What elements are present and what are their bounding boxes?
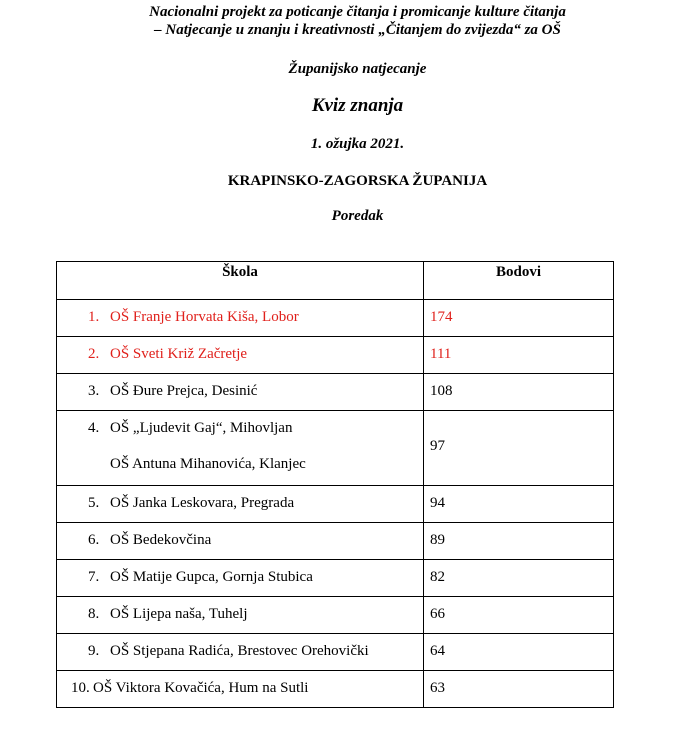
- school-name: OŠ Matije Gupca, Gornja Stubica: [110, 569, 313, 585]
- rank-number: 1.: [88, 309, 100, 325]
- school-name: OŠ „Ljudevit Gaj“, Mihovljan: [110, 420, 293, 436]
- column-header-points: Bodovi: [424, 262, 614, 300]
- table-row: [57, 634, 614, 671]
- points-cell: 66: [424, 597, 614, 634]
- school-cell: [57, 374, 424, 411]
- school-name: OŠ Bedekovčina: [110, 532, 212, 548]
- school-name: OŠ Viktora Kovačića, Hum na Sutli: [93, 680, 309, 696]
- points-cell: 82: [424, 560, 614, 597]
- table-row: [57, 337, 614, 374]
- rank-number: 3.: [88, 383, 100, 399]
- table-row: [57, 523, 614, 560]
- table-row: [57, 597, 614, 634]
- county-name: KRAPINSKO-ZAGORSKA ŽUPANIJA: [227, 173, 488, 189]
- results-table: [56, 261, 614, 708]
- points-cell: 64: [424, 634, 614, 671]
- competition-date: 1. ožujka 2021.: [310, 136, 405, 152]
- school-cell: [57, 560, 424, 597]
- quiz-title: Kviz znanja: [311, 95, 404, 116]
- school-cell: [57, 411, 424, 486]
- table-row: [57, 486, 614, 523]
- points-cell: 63: [424, 671, 614, 708]
- school-name: OŠ Sveti Križ Začretje: [110, 346, 248, 362]
- rank-number: 8.: [88, 606, 100, 622]
- rank-number: 5.: [88, 495, 100, 511]
- points-cell: 108: [424, 374, 614, 411]
- points-cell: 174: [424, 300, 614, 337]
- rank-number: 2.: [88, 346, 100, 362]
- rank-number: 4.: [88, 420, 100, 436]
- points-cell: 111: [424, 337, 614, 374]
- project-title-line-1: Nacionalni projekt za poticanje čitanja i promicanje kulture čitanja: [149, 4, 566, 20]
- points-cell: 97: [424, 411, 614, 486]
- competition-level: Županijsko natjecanje: [288, 61, 427, 77]
- school-name: OŠ Đure Prejca, Desinić: [110, 383, 258, 399]
- school-cell: [57, 634, 424, 671]
- school-cell: [57, 337, 424, 374]
- table-row: [57, 411, 614, 486]
- school-name: OŠ Lijepa naša, Tuhelj: [110, 606, 248, 622]
- rank-number: 10.: [71, 680, 90, 696]
- school-name: OŠ Franje Horvata Kiša, Lobor: [110, 309, 299, 325]
- school-cell: [57, 597, 424, 634]
- school-cell: [57, 300, 424, 337]
- school-cell: [57, 671, 424, 708]
- rank-number: 7.: [88, 569, 100, 585]
- ranking-heading: Poredak: [331, 208, 384, 224]
- rank-number: 6.: [88, 532, 100, 548]
- school-cell: [57, 486, 424, 523]
- table-row: [57, 671, 614, 708]
- column-header-school: Škola: [57, 262, 424, 300]
- rank-number: 9.: [88, 643, 100, 659]
- table-row: [57, 560, 614, 597]
- points-cell: 94: [424, 486, 614, 523]
- table-row: [57, 374, 614, 411]
- school-name: OŠ Stjepana Radića, Brestovec Orehovički: [110, 643, 369, 659]
- school-name-second: OŠ Antuna Mihanovića, Klanjec: [110, 456, 306, 472]
- project-title-line-2: – Natjecanje u znanju i kreativnosti „Čitanjem do zvijezda“ za OŠ: [154, 22, 561, 38]
- school-name: OŠ Janka Leskovara, Pregrada: [110, 495, 295, 511]
- table-row: [57, 300, 614, 337]
- points-cell: 89: [424, 523, 614, 560]
- school-cell: [57, 523, 424, 560]
- table-header-row: [57, 262, 614, 300]
